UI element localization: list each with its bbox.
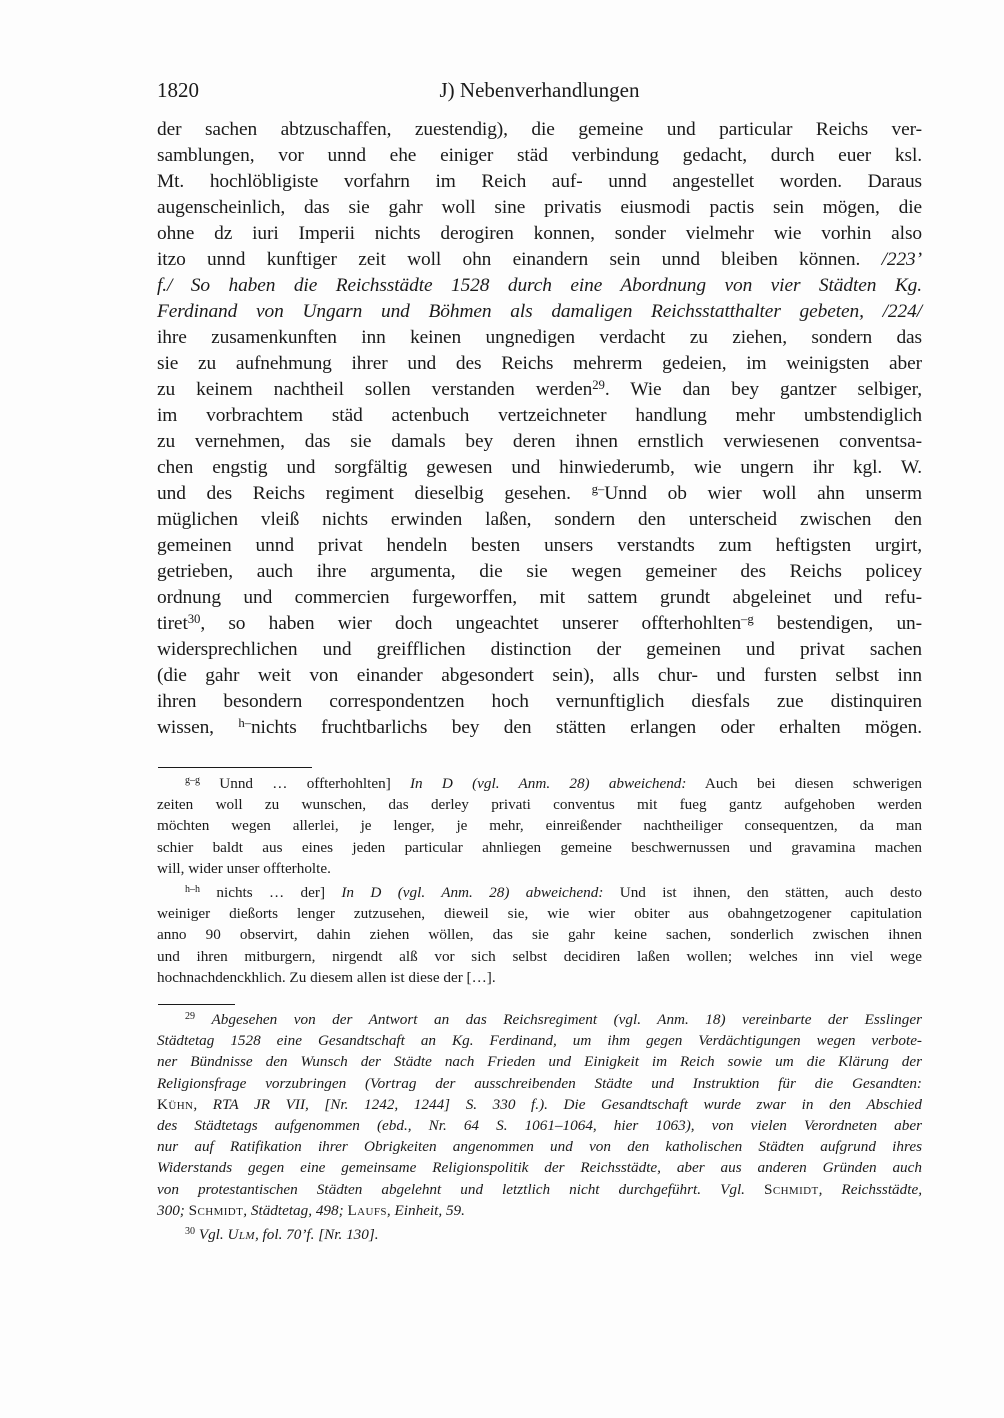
text-line: [157, 1224, 922, 1245]
text-segment: , RTA JR VII, [Nr. 1242, 1244] S. 330 f.). Die Gesandtschaft wurde zwar in den Abschied: [193, 1095, 922, 1113]
text-segment: Städtetag 1528 eine Gesandtschaft an Kg. Ferdinand, um ihm gegen Verdächtigungen wegen verbote-: [157, 1032, 922, 1050]
text-line: [157, 924, 922, 945]
text-line: [157, 1051, 922, 1072]
text-segment: chen engstig und sorgfältig gewesen und hinwiederumb, wie ungern ihr kgl. W.: [157, 457, 922, 478]
text-segment: samblungen, vor unnd ehe einiger städ verbindung gedacht, durch euer ksl.: [157, 145, 922, 166]
text-line: [157, 815, 922, 836]
text-line: [157, 1179, 922, 1200]
running-header: [157, 77, 922, 103]
text-segment: , Reichsstädte,: [818, 1180, 922, 1198]
text-segment: In D (vgl. Anm. 28) abweichend:: [341, 884, 604, 902]
text-line: [157, 117, 922, 143]
text-segment: Schmidt: [188, 1201, 244, 1219]
text-line: [157, 1115, 922, 1136]
footnote-marker: h–: [238, 715, 251, 730]
text-segment: , so haben wier doch ungeachtet unserer offterhohlten: [200, 613, 742, 634]
text-line: [157, 533, 922, 559]
text-line: [157, 1009, 922, 1030]
text-line: [157, 1030, 922, 1051]
footnote-marker: 30: [185, 1226, 196, 1238]
text-segment: (die gahr weit von einander abgesondert sein), alls chur- und fursten selbst inn: [157, 665, 922, 686]
text-segment: sie zu aufnehmung ihrer und des Reichs mehrerm gedeien, im weinigsten aber: [157, 353, 922, 374]
text-segment: Mt. hochlöbligiste vorfahrn im Reich auf- unnd angestellet worden. Daraus: [157, 171, 922, 192]
text-segment: der sachen abtzuschaffen, zuestendig), die gemeine und particular Reichs ver-: [157, 119, 922, 140]
text-line: [157, 455, 922, 481]
text-segment: Religionsfrage vorzubringen (Vortrag der ausschreibenden Städte und Instruktion für die Gesandten:: [157, 1074, 922, 1092]
text-line: [157, 169, 922, 195]
text-segment: möchten wegen allerlei, je lenger, je mehr, einreißender nachtheiliger consequentzen, da man: [157, 817, 922, 835]
text-segment: und ihren mitburgern, nirgendt alß vor sich selbst decidiren laßen wollen; welches inn viel wege: [157, 947, 922, 965]
text-segment: Unnd ob wier woll ahn unserm: [604, 483, 922, 504]
text-segment: nur auf Ratifikation ihrer Obrigkeiten angenommen und von den katholischen Städten aufgrund ihres: [157, 1138, 922, 1156]
footnote-separator-rule: [158, 1004, 235, 1005]
text-line: [157, 195, 922, 221]
text-line: [157, 611, 922, 637]
text-segment: nichts … der]: [200, 884, 342, 902]
text-segment: f./ So haben die Reichsstädte 1528 durch eine Abordnung von vier Städten Kg.: [157, 275, 922, 296]
text-segment: [195, 1011, 211, 1028]
text-segment: ordnung und commercien furgeworffen, mit sattem grundt abgeleinet und refu-: [157, 587, 922, 608]
text-segment: schier baldt aus eines jeden particular ahnliegen gemeine beschwernussen und gravamina machen: [157, 838, 922, 856]
text-segment: , Städtetag, 498;: [243, 1201, 348, 1219]
text-segment: und des Reichs regiment dieselbig gesehen.: [157, 483, 592, 504]
text-segment: des Städtetags aufgenommen (ebd., Nr. 64 S. 1061–1064, hier 1063), von vielen Verordneten aber: [157, 1117, 922, 1135]
text-segment: hochnachdenckhlich. Zu diesem allen ist diese der […].: [157, 968, 496, 986]
text-segment: Abgesehen von der Antwort an das Reichsregiment (vgl. Anm. 18) vereinbarte der Esslinger: [211, 1011, 922, 1028]
text-line: [157, 1073, 922, 1094]
text-line: [157, 715, 922, 741]
text-line: [157, 585, 922, 611]
text-line: [157, 663, 922, 689]
text-segment: getrieben, auch ihre argumenta, die sie wegen gemeiner des Reichs policey: [157, 561, 922, 582]
footnote-30: [157, 1224, 922, 1245]
apparatus-note-g: [157, 773, 922, 879]
footnote-marker: 29: [185, 1011, 196, 1023]
text-line: [157, 1094, 922, 1115]
text-segment: von protestantischen Städten abgelehnt und letztlich nicht durchgeführt. Vgl.: [157, 1180, 764, 1198]
critical-apparatus-block: [157, 773, 922, 988]
text-line: [157, 299, 922, 325]
text-segment: Unnd … offterhohlten]: [200, 775, 410, 792]
text-segment: Kühn: [157, 1095, 194, 1113]
text-segment: Vgl.: [198, 1226, 228, 1244]
footnote-marker: 29: [592, 377, 605, 392]
text-segment: zeiten woll zu wunschen, das derley privati conventus mit fueg gantz aufgehoben werden: [157, 796, 922, 814]
text-line: [157, 1157, 922, 1178]
text-line: [157, 858, 922, 879]
text-segment: , Einheit, 59.: [386, 1201, 465, 1219]
text-line: [157, 1136, 922, 1157]
text-segment: Auch bei diesen schwerigen: [686, 775, 922, 792]
text-segment: wissen,: [157, 717, 239, 738]
text-segment: nichts fruchtbarlichs bey den stätten erlangen oder erhalten mögen.: [250, 717, 922, 738]
text-line: [157, 689, 922, 715]
text-segment: widersprechlichen und greifflichen distinction der gemeinen und privat sachen: [157, 639, 922, 660]
text-segment: gemeinen unnd privat hendeln besten unsers verstandts zum heftigsten urgirt,: [157, 535, 922, 556]
text-line: [157, 403, 922, 429]
main-text-block: [157, 117, 922, 741]
text-line: [157, 946, 922, 967]
text-line: [157, 429, 922, 455]
text-line: [157, 481, 922, 507]
footnote-marker: 30: [187, 611, 201, 626]
page-number: 1820: [157, 78, 199, 102]
text-line: [157, 351, 922, 377]
text-line: [157, 773, 922, 794]
text-line: [157, 273, 922, 299]
text-segment: anno 90 observirt, dahin ziehen wöllen, das sie gahr keine sachen, sonderlich zwischen ihnen: [157, 926, 922, 944]
text-line: [157, 221, 922, 247]
text-segment: weiniger dießorts lenger zutzusehen, dieweil sie, wie wier obiter aus obahngetzogener capitulation: [157, 905, 922, 923]
text-segment: ihren besondern correspondentzen hoch vernunftiglich diesfals zue distinquiren: [157, 691, 922, 712]
text-segment: . Wie dan bey gantzer selbiger,: [604, 379, 923, 400]
text-line: [157, 1200, 922, 1221]
footnote-29: [157, 1009, 922, 1221]
text-segment: itzo unnd kunftiger zeit woll ohn einandern sein unnd bleiben können.: [157, 249, 882, 270]
footnote-marker: g–g: [185, 775, 201, 787]
text-line: [157, 637, 922, 663]
text-segment: ner Bündnisse den Wunsch der Städte nach Frieden und Einigkeit im Reich sowie um die Klärung der: [157, 1053, 922, 1071]
text-segment: zu vernehmen, das sie damals bey deren ihnen ernstlich verwiesenen conventsa-: [157, 431, 922, 452]
text-line: [157, 377, 922, 403]
text-segment: Und ist ihnen, den stätten, auch desto: [603, 884, 923, 902]
text-segment: /223’: [881, 249, 922, 270]
text-segment: , fol. 70’f. [Nr. 130].: [254, 1226, 379, 1244]
text-line: [157, 143, 922, 169]
text-segment: will, wider unser offterholte.: [157, 859, 331, 877]
text-line: [157, 247, 922, 273]
text-segment: müglichen vleiß nichts erwinden laßen, sondern den unterscheid zwischen den: [157, 509, 922, 530]
text-segment: Schmidt: [763, 1180, 819, 1198]
text-line: [157, 794, 922, 815]
apparatus-separator-rule: [158, 767, 312, 768]
footnote-marker: g–: [591, 481, 605, 496]
text-line: [157, 882, 922, 903]
text-segment: im vorbrachtem städ actenbuch vertzeichneter handlung mehr umbstendiglich: [157, 405, 922, 426]
running-title: J) Nebenverhandlungen: [439, 78, 640, 102]
text-line: [157, 967, 922, 988]
text-segment: Ulm: [227, 1226, 255, 1244]
apparatus-note-h: [157, 882, 922, 988]
text-segment: Laufs: [347, 1201, 387, 1219]
text-segment: tiret: [157, 613, 188, 634]
footnote-marker: h–h: [185, 884, 201, 896]
text-segment: ohne dz iuri Imperii nichts derogiren konnen, sonder vielmehr wie vorhin also: [157, 223, 922, 244]
text-segment: In D (vgl. Anm. 28) abweichend:: [410, 775, 687, 792]
text-segment: Widerstands gegen eine gemeinsame Religionspolitik der Reichsstädte, aber aus anderen Gründen auch: [157, 1159, 922, 1177]
text-segment: Ferdinand von Ungarn und Böhmen als damaligen Reichsstatthalter gebeten, /224/: [157, 301, 922, 322]
text-segment: 300;: [157, 1201, 189, 1219]
text-segment: augenscheinlich, das sie gahr woll sine privatis eiusmodi pactis sein mögen, die: [157, 197, 922, 218]
footnote-marker: –g: [741, 611, 754, 626]
footnotes-block: [157, 1009, 922, 1245]
text-line: [157, 325, 922, 351]
text-line: [157, 903, 922, 924]
text-line: [157, 837, 922, 858]
text-segment: zu keinem nachtheil sollen verstanden werden: [157, 379, 593, 400]
text-line: [157, 507, 922, 533]
text-segment: bestendigen, un-: [753, 613, 922, 634]
text-segment: ihre zusamenkunften inn keinen ungnedigen verdacht zu ziehen, sondern das: [157, 327, 922, 348]
text-line: [157, 559, 922, 585]
